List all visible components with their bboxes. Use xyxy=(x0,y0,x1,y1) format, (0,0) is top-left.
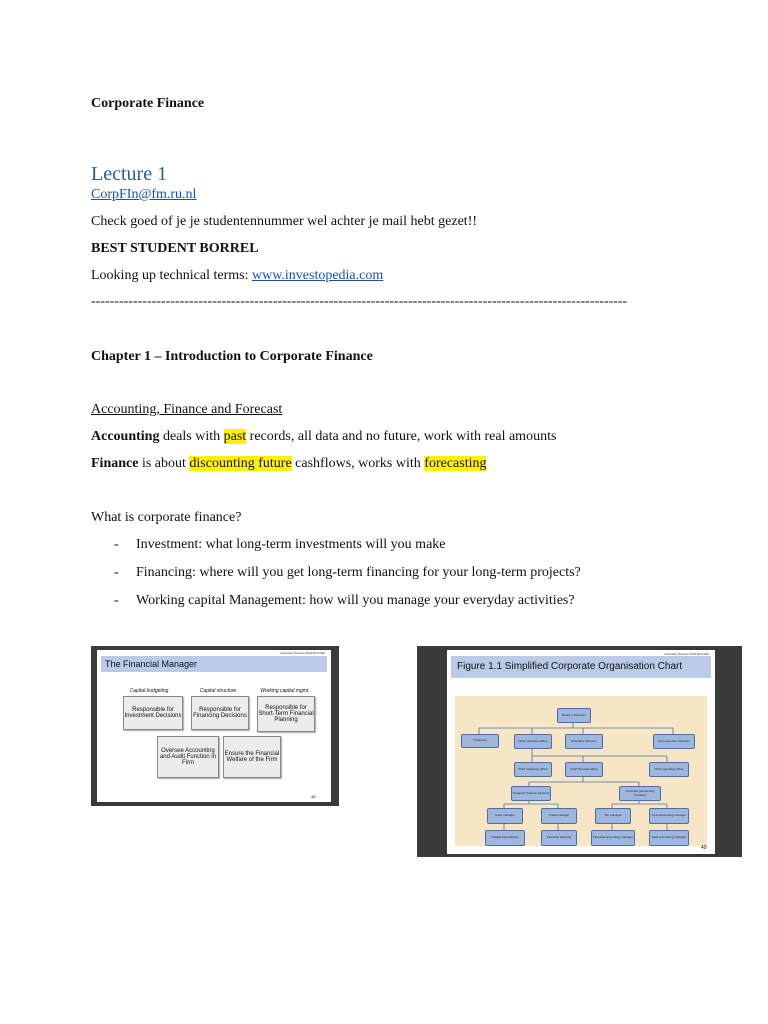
technical-terms-prefix: Looking up technical terms: xyxy=(91,268,252,283)
org-node-tax-manager: Tax manager xyxy=(595,808,631,824)
bullet-text: Working capital Management: how will you manage your everyday activities? xyxy=(136,593,575,608)
slide-box: Responsible for Investment Decisions xyxy=(123,696,183,730)
slide-box: Responsible for Short-Term Financial Planning xyxy=(257,696,315,732)
student-number-note: Check goed of je je studentennummer wel achter je mail hebt gezet!! xyxy=(91,214,478,229)
org-node-ceo: Chief executive officer xyxy=(514,734,552,749)
bullet-marker: - xyxy=(114,565,119,580)
slide-box: Responsible for Financing Decisions xyxy=(191,696,249,730)
org-node-capital-expenditures: Capital expenditures xyxy=(485,830,525,846)
finance-term: Finance xyxy=(91,456,139,471)
divider-line: ------------------------------------------------------------------------------------------------------------------- xyxy=(91,294,628,309)
org-node-controller: Controller (accounting function) xyxy=(619,786,661,801)
slide-column-header: Capital structure xyxy=(199,688,237,694)
org-node-non-executive-directors: Non-executive directors xyxy=(653,734,695,749)
slide-financial-manager xyxy=(91,646,339,806)
technical-terms-line xyxy=(91,267,383,285)
slide-box: Oversee Accounting and Audit Function in Firm xyxy=(157,736,219,778)
slide-org-chart xyxy=(417,646,742,857)
accounting-term: Accounting xyxy=(91,429,160,444)
org-node-coo: Chief operating officer xyxy=(649,762,689,777)
bullet-text: Investment: what long-term investments will you make xyxy=(136,537,446,552)
org-node-executive-directors: Executive directors xyxy=(565,734,603,749)
slide-title: The Financial Manager xyxy=(101,656,327,672)
org-node-treasurer: Treasurer (finance function) xyxy=(511,786,551,801)
finance-highlight-2: forecasting xyxy=(424,456,487,471)
org-node-financial-planning: Financial planning xyxy=(541,830,577,846)
org-node-financial-accounting-manager: Financial accounting manager xyxy=(591,830,635,846)
accounting-text-2: records, all data and no future, work with real amounts xyxy=(246,429,557,444)
org-chart xyxy=(455,696,707,846)
slide-page-number: 49 xyxy=(701,845,707,851)
slide-canvas xyxy=(97,650,331,802)
org-node-cost-accounting-manager: Cost accounting manager xyxy=(649,808,689,824)
accounting-highlight: past xyxy=(223,429,247,444)
accounting-text-1: deals with xyxy=(159,429,224,444)
slide-tag: Corporate Finance MAN BCU/SDI xyxy=(279,651,325,655)
slide-column-header: Working capital mgmt. xyxy=(260,688,310,694)
org-node-data-processing-manager: Data processing manager xyxy=(649,830,689,846)
org-node-cash-manager: Cash manager xyxy=(487,808,523,824)
slide-title: Figure 1.1 Simplified Corporate Organisation Chart xyxy=(451,656,711,678)
finance-text-2: cashflows, works with xyxy=(291,456,425,471)
org-node-board: Board of directors xyxy=(557,708,591,723)
org-node-cfo: Chief financial officer xyxy=(565,762,603,777)
slide-box: Ensure the Financial Welfare of the Firm xyxy=(223,736,281,778)
email-link[interactable]: CorpFIn@fm.ru.nl xyxy=(91,187,197,202)
finance-highlight-1: discounting future xyxy=(189,456,292,471)
finance-text-1: is about xyxy=(138,456,190,471)
section-heading: Accounting, Finance and Forecast xyxy=(91,402,283,417)
slide-column-header: Capital budgeting xyxy=(129,688,169,694)
slide-canvas xyxy=(447,650,715,854)
event-announcement: BEST STUDENT BORREL xyxy=(91,241,259,256)
bullet-text: Financing: where will you get long-term financing for your long-term projects? xyxy=(136,565,581,580)
question-line: What is corporate finance? xyxy=(91,510,242,525)
org-node-cmo: Chief marketing officer xyxy=(514,762,552,777)
bullet-marker: - xyxy=(114,537,119,552)
bullet-marker: - xyxy=(114,593,119,608)
lecture-title: Lecture 1 xyxy=(91,163,168,185)
chapter-title: Chapter 1 – Introduction to Corporate Finance xyxy=(91,349,373,364)
accounting-line xyxy=(91,428,556,446)
org-node-credit-manager: Credit manager xyxy=(541,808,577,824)
slide-page-number: 48 xyxy=(311,794,316,799)
investopedia-link[interactable]: www.investopedia.com xyxy=(251,268,384,283)
finance-line xyxy=(91,455,486,473)
slide-tag: Corporate Finance MAN BCU/SDI xyxy=(663,652,709,656)
org-node-chairman: Chairman xyxy=(461,734,499,748)
document-header: Corporate Finance xyxy=(91,96,205,111)
